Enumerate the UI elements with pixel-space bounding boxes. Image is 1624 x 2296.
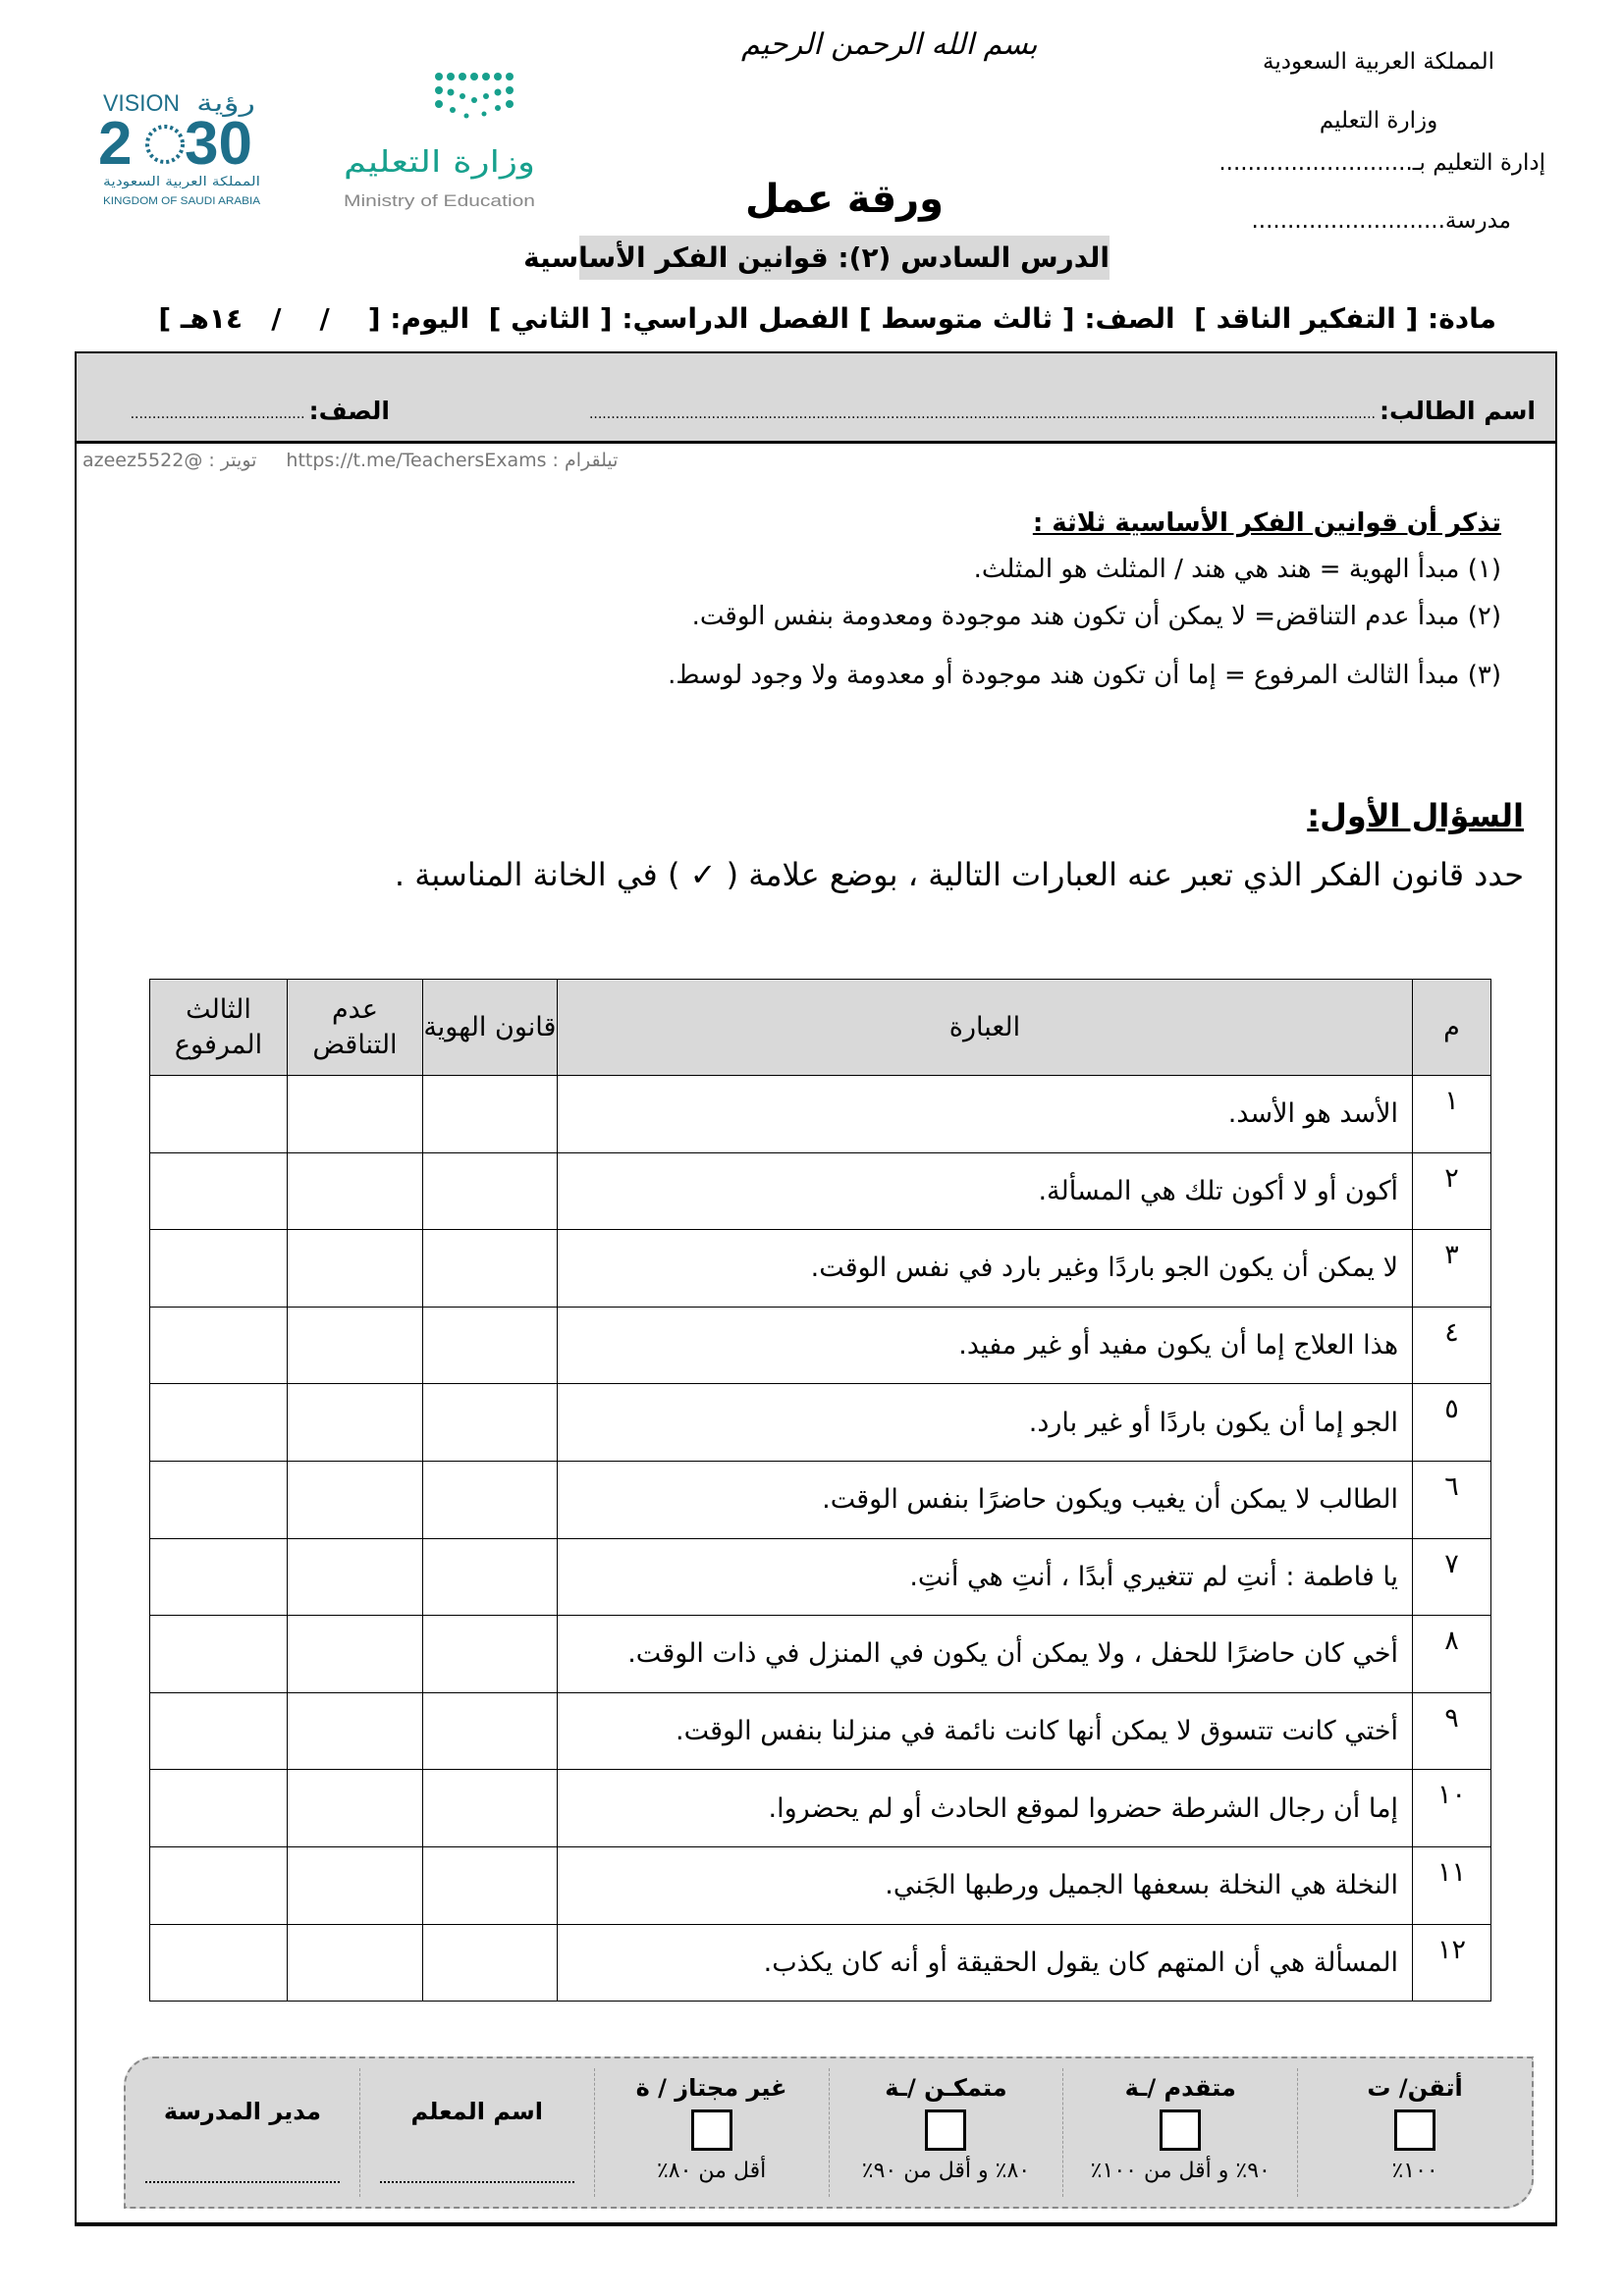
level-checkbox[interactable] (1394, 2109, 1435, 2151)
excluded-middle-cell[interactable] (150, 1307, 288, 1384)
row-number: ٦ (1413, 1461, 1491, 1538)
worksheet-frame (75, 351, 1557, 2226)
student-info-band (77, 353, 1555, 444)
row-statement: الأسد هو الأسد. (557, 1076, 1412, 1153)
table-row (150, 1307, 1491, 1384)
header-statement: العبارة (557, 980, 1412, 1076)
excluded-middle-cell[interactable] (150, 1152, 288, 1230)
svg-text:30: 30 (185, 110, 252, 178)
level-range: ٨٠٪ و أقل من ٩٠٪ (861, 2159, 1031, 2183)
table-row (150, 1924, 1491, 2002)
principal-signature (126, 2068, 359, 2197)
row-number: ٥ (1413, 1384, 1491, 1462)
row-number: ٨ (1413, 1616, 1491, 1693)
level-range: ٩٠٪ و أقل من ١٠٠٪ (1090, 2159, 1271, 2183)
svg-text:رؤية: رؤية (196, 89, 255, 117)
identity-cell[interactable] (422, 1846, 557, 1924)
identity-cell[interactable] (422, 1461, 557, 1538)
ministry-label: وزارة التعليم (1319, 108, 1438, 133)
question-instruction: حدد قانون الفكر الذي تعبر عنه العبارات التالية ، بوضع علامة ( ✓ ) في الخانة المناسبة . (394, 856, 1524, 893)
table-row (150, 1616, 1491, 1693)
ministry-of-education-logo (329, 69, 545, 216)
non-contradiction-cell[interactable] (287, 1076, 422, 1153)
non-contradiction-cell[interactable] (287, 1924, 422, 2002)
level-range: ١٠٠٪ (1391, 2159, 1438, 2183)
non-contradiction-cell[interactable] (287, 1230, 422, 1308)
table-row (150, 1692, 1491, 1770)
header-excluded-middle: الثالث المرفوع (150, 980, 288, 1076)
row-statement: أكون أو لا أكون تلك هي المسألة. (557, 1152, 1412, 1230)
non-contradiction-cell[interactable] (287, 1384, 422, 1462)
row-statement: المسألة هي أن المتهم كان يقول الحقيقة أو أنه كان يكذب. (557, 1924, 1412, 2002)
excluded-middle-cell[interactable] (150, 1924, 288, 2002)
table-row (150, 1384, 1491, 1462)
row-statement: يا فاطمة : أنتِ لم تتغيري أبدًا ، أنتِ هي أنتِ. (557, 1538, 1412, 1616)
level-title: متقدم /ـة (1124, 2074, 1236, 2102)
excluded-middle-cell[interactable] (150, 1076, 288, 1153)
row-statement: إما أن رجال الشرطة حضروا لموقع الحادث أو لم يحضروا. (557, 1770, 1412, 1847)
table-row (150, 1770, 1491, 1847)
info-line: مادة: [ التفكير الناقد ] الصف: [ ثالث متوسط ] الفصل الدراسي: [ الثاني ] اليوم: [ / / ١٤هـ ] (158, 302, 1496, 335)
level-title: غير مجتاز / ة (635, 2074, 787, 2102)
identity-cell[interactable] (422, 1230, 557, 1308)
identity-cell[interactable] (422, 1924, 557, 2002)
worksheet-title: ورقة عمل (744, 177, 945, 222)
excluded-middle-cell[interactable] (150, 1770, 288, 1847)
row-number: ٧ (1413, 1538, 1491, 1616)
row-number: ١١ (1413, 1846, 1491, 1924)
svg-text:KINGDOM OF SAUDI ARABIA: KINGDOM OF SAUDI ARABIA (103, 195, 261, 207)
identity-cell[interactable] (422, 1538, 557, 1616)
row-number: ٢ (1413, 1152, 1491, 1230)
level-title: متمكـن /ـة (885, 2074, 1007, 2102)
row-statement: أختي كانت تتسوق لا يمكن أنها كانت نائمة في منزلنا بنفس الوقت. (557, 1692, 1412, 1770)
student-name-field[interactable]: .................................................................................................................................................................................... (588, 406, 1376, 422)
reminder-heading: تذكر أن قوانين الفكر الأساسية ثلاثة : (1032, 508, 1501, 538)
row-number: ٩ (1413, 1692, 1491, 1770)
svg-text:وزارة التعليم: وزارة التعليم (344, 145, 535, 180)
level-proficient (829, 2068, 1063, 2197)
identity-cell[interactable] (422, 1076, 557, 1153)
row-number: ١٠ (1413, 1770, 1491, 1847)
excluded-middle-cell[interactable] (150, 1846, 288, 1924)
reminder-item: (٢) مبدأ عدم التناقض= لا يمكن أن تكون هند موجودة ومعدومة بنفس الوقت. (691, 602, 1501, 631)
reminder-item: (١) مبدأ الهوية = هند هي هند / المثلث هو المثلث. (973, 555, 1501, 584)
department-label: إدارة التعليم بـ........................... (1218, 150, 1545, 176)
identity-cell[interactable] (422, 1692, 557, 1770)
svg-text:VISION: VISION (103, 90, 180, 117)
level-range: أقل من ٨٠٪ (656, 2159, 767, 2183)
header-identity: قانون الهوية (422, 980, 557, 1076)
excluded-middle-cell[interactable] (150, 1461, 288, 1538)
teacher-label: اسم المعلم (410, 2098, 544, 2125)
telegram-watermark: تيلقرام : https://t.me/TeachersExams (286, 450, 619, 471)
row-statement: الجو إما أن يكون باردًا أو غير بارد. (557, 1384, 1412, 1462)
non-contradiction-cell[interactable] (287, 1152, 422, 1230)
non-contradiction-cell[interactable] (287, 1616, 422, 1693)
non-contradiction-cell[interactable] (287, 1846, 422, 1924)
level-checkbox[interactable] (691, 2109, 732, 2151)
row-number: ١٢ (1413, 1924, 1491, 2002)
identity-cell[interactable] (422, 1307, 557, 1384)
non-contradiction-cell[interactable] (287, 1307, 422, 1384)
row-number: ٤ (1413, 1307, 1491, 1384)
level-advanced (1062, 2068, 1297, 2197)
row-number: ٣ (1413, 1230, 1491, 1308)
svg-text:2: 2 (98, 110, 133, 178)
row-statement: الطالب لا يمكن أن يغيب ويكون حاضرًا بنفس الوقت. (557, 1461, 1412, 1538)
excluded-middle-cell[interactable] (150, 1384, 288, 1462)
non-contradiction-cell[interactable] (287, 1461, 422, 1538)
level-not-passed (594, 2068, 829, 2197)
svg-text:Ministry of Education: Ministry of Education (344, 191, 535, 210)
level-title: أتقن/ ت (1367, 2074, 1463, 2102)
table-row (150, 1538, 1491, 1616)
teacher-signature-line[interactable] (380, 2181, 574, 2183)
svg-text:المملكة العربية السعودية: المملكة العربية السعودية (103, 175, 260, 189)
vision-2030-logo (98, 83, 295, 211)
row-statement: أخي كان حاضرًا للحفل ، ولا يمكن أن يكون في المنزل في ذات الوقت. (557, 1616, 1412, 1693)
excluded-middle-cell[interactable] (150, 1692, 288, 1770)
level-mastered (1297, 2068, 1532, 2197)
kingdom-label: المملكة العربية السعودية (1263, 49, 1494, 75)
excluded-middle-cell[interactable] (150, 1230, 288, 1308)
table-row (150, 1152, 1491, 1230)
identity-cell[interactable] (422, 1384, 557, 1462)
answer-table (149, 979, 1491, 2002)
student-name-label: اسم الطالب: (1379, 397, 1536, 425)
non-contradiction-cell[interactable] (287, 1770, 422, 1847)
teacher-signature (359, 2068, 594, 2197)
level-checkbox[interactable] (925, 2109, 966, 2151)
identity-cell[interactable] (422, 1152, 557, 1230)
excluded-middle-cell[interactable] (150, 1538, 288, 1616)
row-statement: لا يمكن أن يكون الجو باردًا وغير بارد في نفس الوقت. (557, 1230, 1412, 1308)
reminder-item: (٣) مبدأ الثالث المرفوع = إما أن تكون هند موجودة أو معدومة ولا وجود لوسط. (668, 661, 1501, 690)
lesson-title: الدرس السادس (٢): قوانين الفكر الأساسية (579, 236, 1110, 280)
table-row (150, 1846, 1491, 1924)
table-row (150, 1230, 1491, 1308)
table-row (150, 1461, 1491, 1538)
excluded-middle-cell[interactable] (150, 1616, 288, 1693)
basmala: بسم الله الرحمن الرحيم (741, 27, 1038, 62)
twitter-watermark: تويتر : @azeez5522 (82, 450, 257, 471)
header-number: م (1413, 980, 1491, 1076)
principal-label: مدير المدرسة (163, 2098, 322, 2125)
row-number: ١ (1413, 1076, 1491, 1153)
question-heading: السؤال الأول: (1307, 797, 1524, 834)
identity-cell[interactable] (422, 1616, 557, 1693)
class-label: الصف: (308, 397, 390, 425)
non-contradiction-cell[interactable] (287, 1538, 422, 1616)
principal-signature-line[interactable] (145, 2181, 340, 2183)
identity-cell[interactable] (422, 1770, 557, 1847)
non-contradiction-cell[interactable] (287, 1692, 422, 1770)
row-statement: النخلة هي النخلة بسعفها الجميل ورطبها الجَني. (557, 1846, 1412, 1924)
header-non-contradiction: عدم التناقض (287, 980, 422, 1076)
school-label: مدرسة........................... (1251, 208, 1511, 234)
class-field[interactable]: ........................................ (130, 406, 305, 422)
assessment-footer (124, 2056, 1534, 2209)
row-statement: هذا العلاج إما أن يكون مفيد أو غير مفيد. (557, 1307, 1412, 1384)
table-row (150, 1076, 1491, 1153)
level-checkbox[interactable] (1160, 2109, 1201, 2151)
